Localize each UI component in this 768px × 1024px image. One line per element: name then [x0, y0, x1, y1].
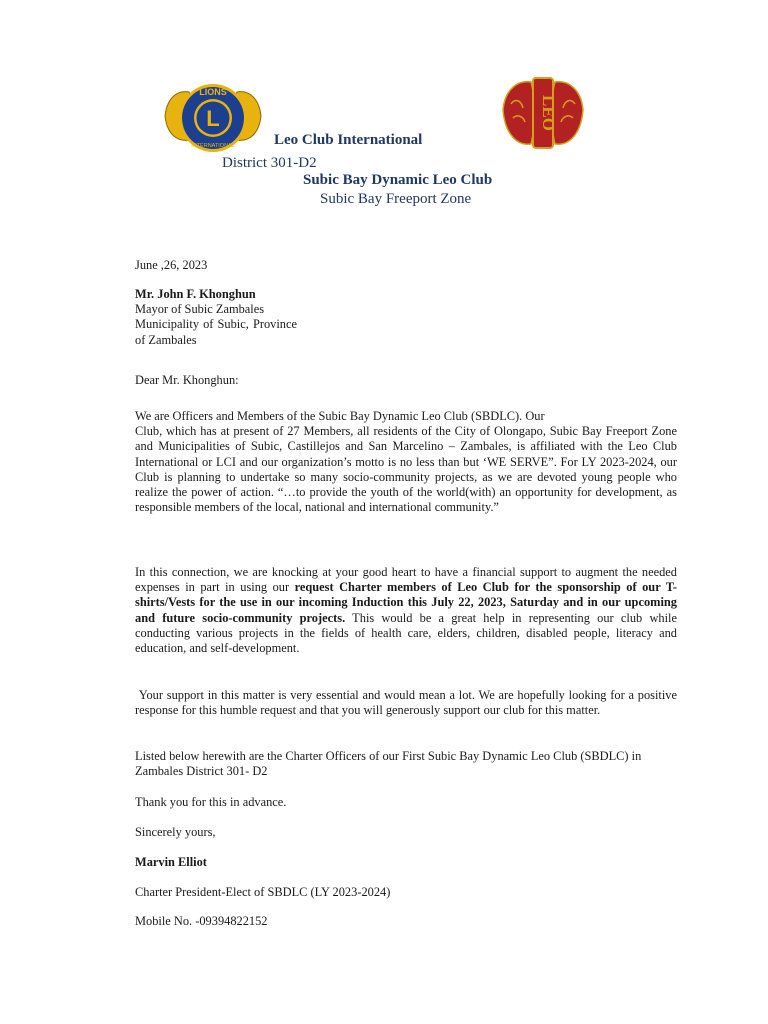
letter-date: June ,26, 2023: [135, 258, 208, 272]
paragraph-1: [135, 409, 677, 515]
paragraph-2-rest: This would be a great help in representing our club while conducting various projects in the fields of health care, elders, children, disabled people, literacy and education, and self-development.: [135, 610, 677, 656]
paragraph-2-intro: In this connection, we are knocking at your good heart to have a financial support to augment the needed expenses in part in using our: [135, 565, 677, 595]
paragraph-3: Your support in this matter is very essential and would mean a lot. We are hopefully looking for a positive response for this humble request and that you will generously support our club for this matter.: [135, 688, 681, 718]
club-name: Subic Bay Dynamic Leo Club: [303, 172, 493, 188]
salutation: Dear Mr. Khonghun:: [135, 373, 239, 387]
paragraph-1-body: Club, which has at present of 27 Members, all residents of the City of Olongapo, Subic Bay Freeport Zone and Municipalities of Subic, Castillejos and San Marcelino – Zambales, is affiliated with the Leo Club International or LCI and our organization’s motto is no less than but ‘WE SERVE”. For LY 2023-2024, our Club is planning to undertake so many socio-community projects, as we are devoted young people who realize the power of action. “…to provide the youth of the world(with) an opportunity for development, as responsible members of the local, national and international community.”: [135, 424, 677, 515]
closing: Sincerely yours,: [135, 825, 216, 839]
recipient-name: Mr. John F. Khonghun: [135, 287, 256, 301]
district: District 301-D2: [222, 155, 317, 171]
recipient-line-1: Mayor of Subic Zambales: [135, 302, 265, 317]
signatory-title: Charter President-Elect of SBDLC (LY 2023-2024): [135, 885, 391, 899]
paragraph-1-first-line: We are Officers and Members of the Subic Bay Dynamic Leo Club (SBDLC). Our: [135, 409, 545, 423]
recipient-line-3: of Zambales: [135, 332, 197, 347]
paragraph-2-bold: request Charter members of Leo Club for the sponsorship of our T-shirts/Vests for the use in our incoming Induction this July 22, 2023, Saturday and in our upcoming and future socio-community projects.: [135, 580, 677, 625]
lions-logo-bottom-text: INTERNATIONAL: [191, 143, 235, 149]
paragraph-4: Listed below herewith are the Charter Officers of our First Subic Bay Dynamic Leo Club (SBDLC) in Zambales District 301- D2: [135, 749, 642, 779]
recipient-block: [135, 287, 297, 348]
lions-logo-top-text: LIONS: [199, 87, 227, 97]
thanks-line: Thank you for this in advance.: [135, 795, 287, 809]
lions-international-logo: [163, 78, 263, 158]
lions-logo-letter: L: [206, 106, 220, 131]
paragraph-2: [135, 565, 677, 656]
org-name: Leo Club International: [274, 132, 423, 148]
signatory-mobile: Mobile No. -09394822152: [135, 914, 268, 928]
leo-logo-letters: LEO: [539, 95, 558, 131]
leo-club-logo: [499, 74, 587, 152]
zone: Subic Bay Freeport Zone: [320, 191, 472, 207]
recipient-line-2: Municipality of Subic, Province: [135, 317, 297, 332]
signatory-name: Marvin Elliot: [135, 855, 207, 869]
